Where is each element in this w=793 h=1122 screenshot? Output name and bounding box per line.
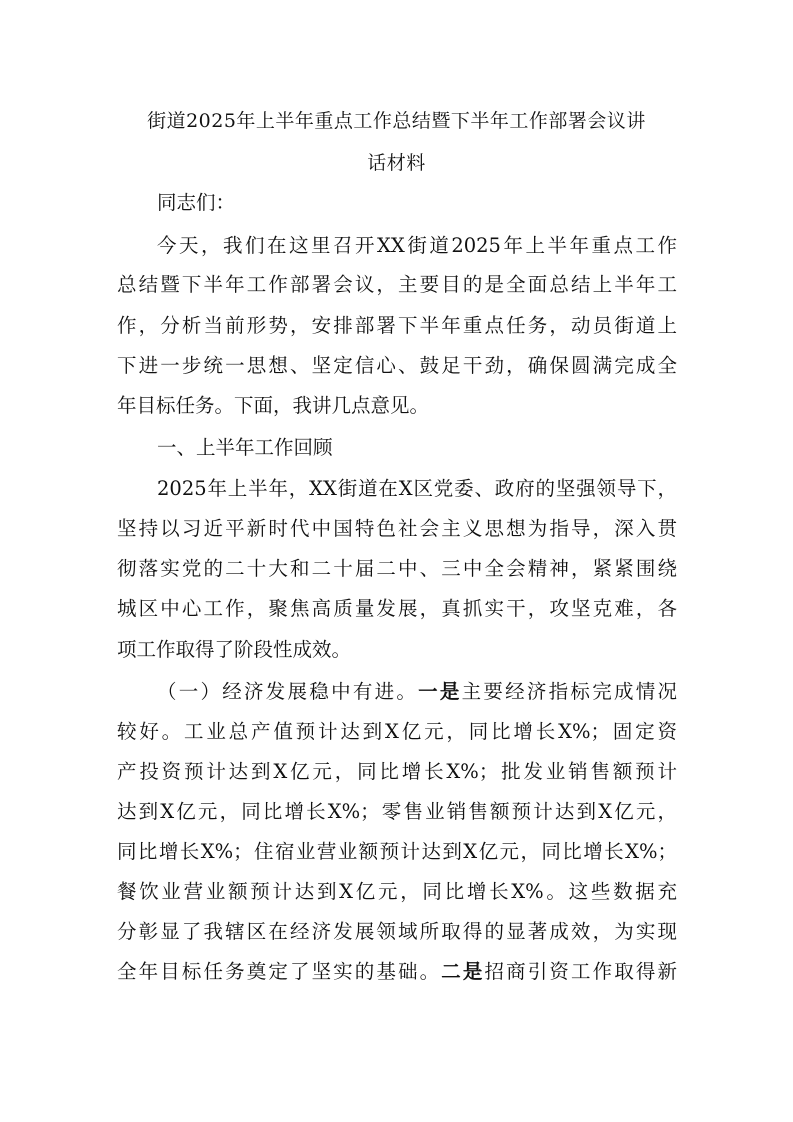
paragraph-text: 全年目标任务奠定了坚实的基础。 [117,960,442,983]
paragraph-2-line: 2025年上半年，XX街道在X区党委、政府的坚强领导下， [157,477,677,500]
paragraph-3-line: 分彰显了我辖区在经济发展领域所取得的显著成效，为实现 [117,920,677,943]
paragraph-3-first-line [157,680,677,704]
paragraph-3-line: 产投资预计达到X亿元，同比增长X%；批发业销售额预计 [117,760,677,783]
document-title-line-1: 街道2025年上半年重点工作总结暨下半年工作部署会议讲 [147,110,646,132]
paragraph-3-last-line [117,960,677,984]
paragraph-1-line: 下进一步统一思想、坚定信心、鼓足干劲，确保圆满完成全 [117,354,677,377]
subsection-heading: （一）经济发展稳中有进。 [157,680,419,703]
paragraph-3-line: 同比增长X%；住宿业营业额预计达到X亿元，同比增长X%； [117,840,677,863]
paragraph-2-line: 坚持以习近平新时代中国特色社会主义思想为指导，深入贯 [117,517,677,540]
section-heading: 一、上半年工作回顾 [157,436,333,459]
paragraph-1-line: 总结暨下半年工作部署会议，主要目的是全面总结上半年工 [117,273,677,296]
paragraph-2-line: 彻落实党的二十大和二十届二中、三中全会精神，紧紧围绕 [117,557,677,580]
paragraph-text: 主要经济指标完成情况 [461,680,677,703]
paragraph-3-line: 较好。工业总产值预计达到X亿元，同比增长X%；固定资 [117,720,677,743]
paragraph-text: 招商引资工作取得新 [484,960,677,983]
paragraph-3-line: 餐饮业营业额预计达到X亿元，同比增长X%。这些数据充 [117,880,677,903]
bold-marker: 二是 [441,960,485,983]
bold-marker: 一是 [418,680,462,703]
paragraph-2-line: 城区中心工作，聚焦高质量发展，真抓实干，攻坚克难，各 [117,597,677,620]
paragraph-1-line: 今天，我们在这里召开XX街道2025年上半年重点工作 [157,234,677,257]
paragraph-3-line: 达到X亿元，同比增长X%；零售业销售额预计达到X亿元， [117,800,677,823]
document-title-line-2: 话材料 [367,152,426,174]
paragraph-1-line: 作，分析当前形势，安排部署下半年重点任务，动员街道上 [117,314,677,337]
paragraph-1-line: 年目标任务。下面，我讲几点意见。 [117,394,430,417]
salutation: 同志们： [157,191,236,214]
paragraph-2-line: 项工作取得了阶段性成效。 [117,638,352,661]
